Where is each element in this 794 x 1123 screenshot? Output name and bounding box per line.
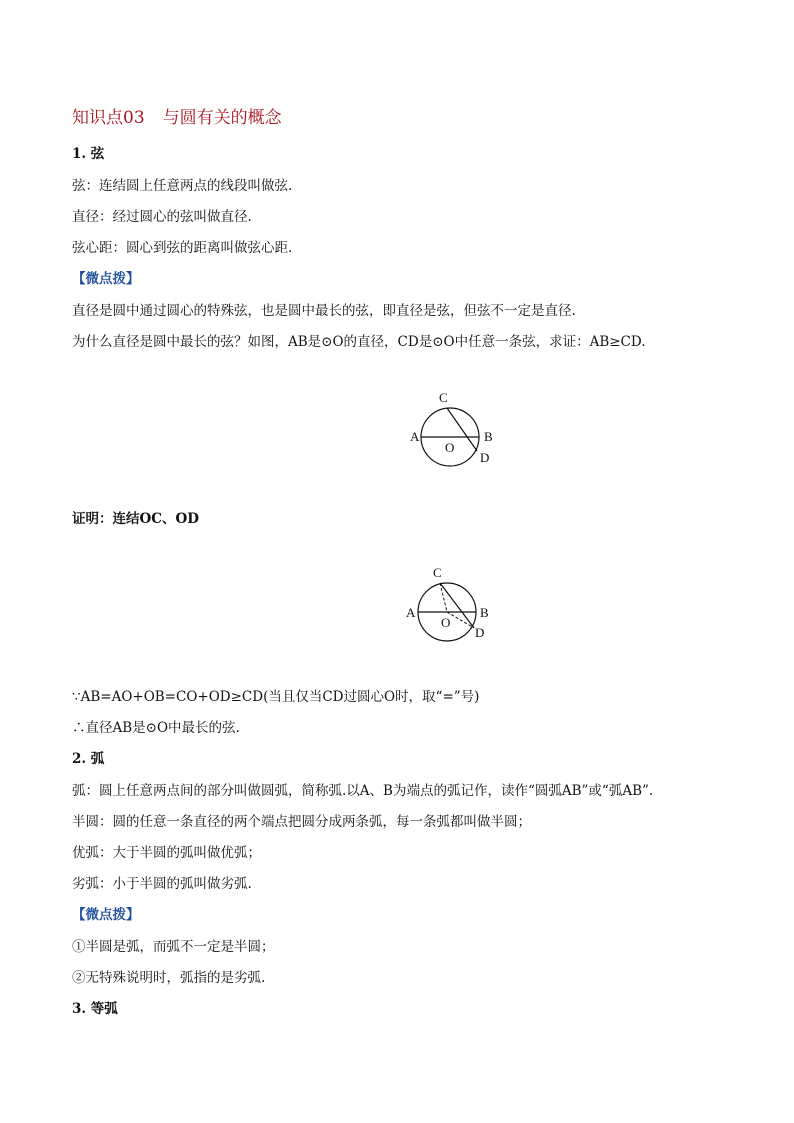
definition-arc: 弧：圆上任意两点间的部分叫做圆弧，简称弧.以A、B为端点的弧记作，读作“圆弧AB”或“弧AB”. (72, 783, 654, 799)
definition-chord-distance: 弦心距：圆心到弦的距离叫做弦心距. (72, 240, 293, 256)
tip2-line-2: ②无特殊说明时，弧指的是劣弧. (72, 970, 266, 986)
proof-intro: 证明：连结OC、OD (72, 511, 199, 527)
heading-number: 知识点03 (72, 108, 145, 128)
label-a: A (410, 429, 420, 444)
definition-minor-arc: 劣弧：小于半圆的弧叫做劣弧. (72, 876, 252, 892)
section-heading (72, 107, 282, 129)
tip-label-1: 【微点拨】 (72, 271, 140, 287)
definition-chord: 弦：连结圆上任意两点的线段叫做弦. (72, 178, 293, 194)
tip-line-1: 直径是圆中通过圆心的特殊弦，也是圆中最长的弦，即直径是弦，但弦不一定是直径. (72, 303, 576, 319)
label-d: D (475, 625, 485, 640)
label-o: O (445, 440, 455, 455)
label-b: B (484, 429, 493, 444)
segment-od (447, 612, 474, 628)
heading-title: 与圆有关的概念 (162, 108, 282, 128)
proof-line-1: ∵AB=AO+OB=CO+OD≥CD(当且仅当CD过圆心O时，取“=”号) (72, 689, 480, 705)
proof-line-2: ∴直径AB是⊙O中最长的弦. (72, 720, 240, 736)
tip-line-2: 为什么直径是圆中最长的弦？如图，AB是⊙O的直径，CD是⊙O中任意一条弦，求证：AB≥CD. (72, 334, 646, 350)
circle-figure-1 (400, 385, 510, 470)
label-c: C (439, 390, 448, 405)
label-o: O (441, 615, 451, 630)
section2-header: 2. 弧 (72, 751, 105, 767)
label-c: C (433, 565, 442, 580)
label-b: B (480, 605, 489, 620)
tip-label-2: 【微点拨】 (72, 907, 140, 923)
circle-figure-2 (398, 560, 508, 645)
section1-header: 1. 弦 (72, 146, 105, 162)
label-d: D (480, 450, 490, 465)
label-a: A (406, 605, 416, 620)
definition-major-arc: 优弧：大于半圆的弧叫做优弧； (72, 845, 261, 861)
definition-diameter: 直径：经过圆心的弦叫做直径. (72, 209, 252, 225)
tip2-line-1: ①半圆是弧，而弧不一定是半圆； (72, 939, 275, 955)
section3-header: 3. 等弧 (72, 1001, 118, 1017)
definition-semicircle: 半圆：圆的任意一条直径的两个端点把圆分成两条弧，每一条弧都叫做半圆； (72, 814, 531, 830)
